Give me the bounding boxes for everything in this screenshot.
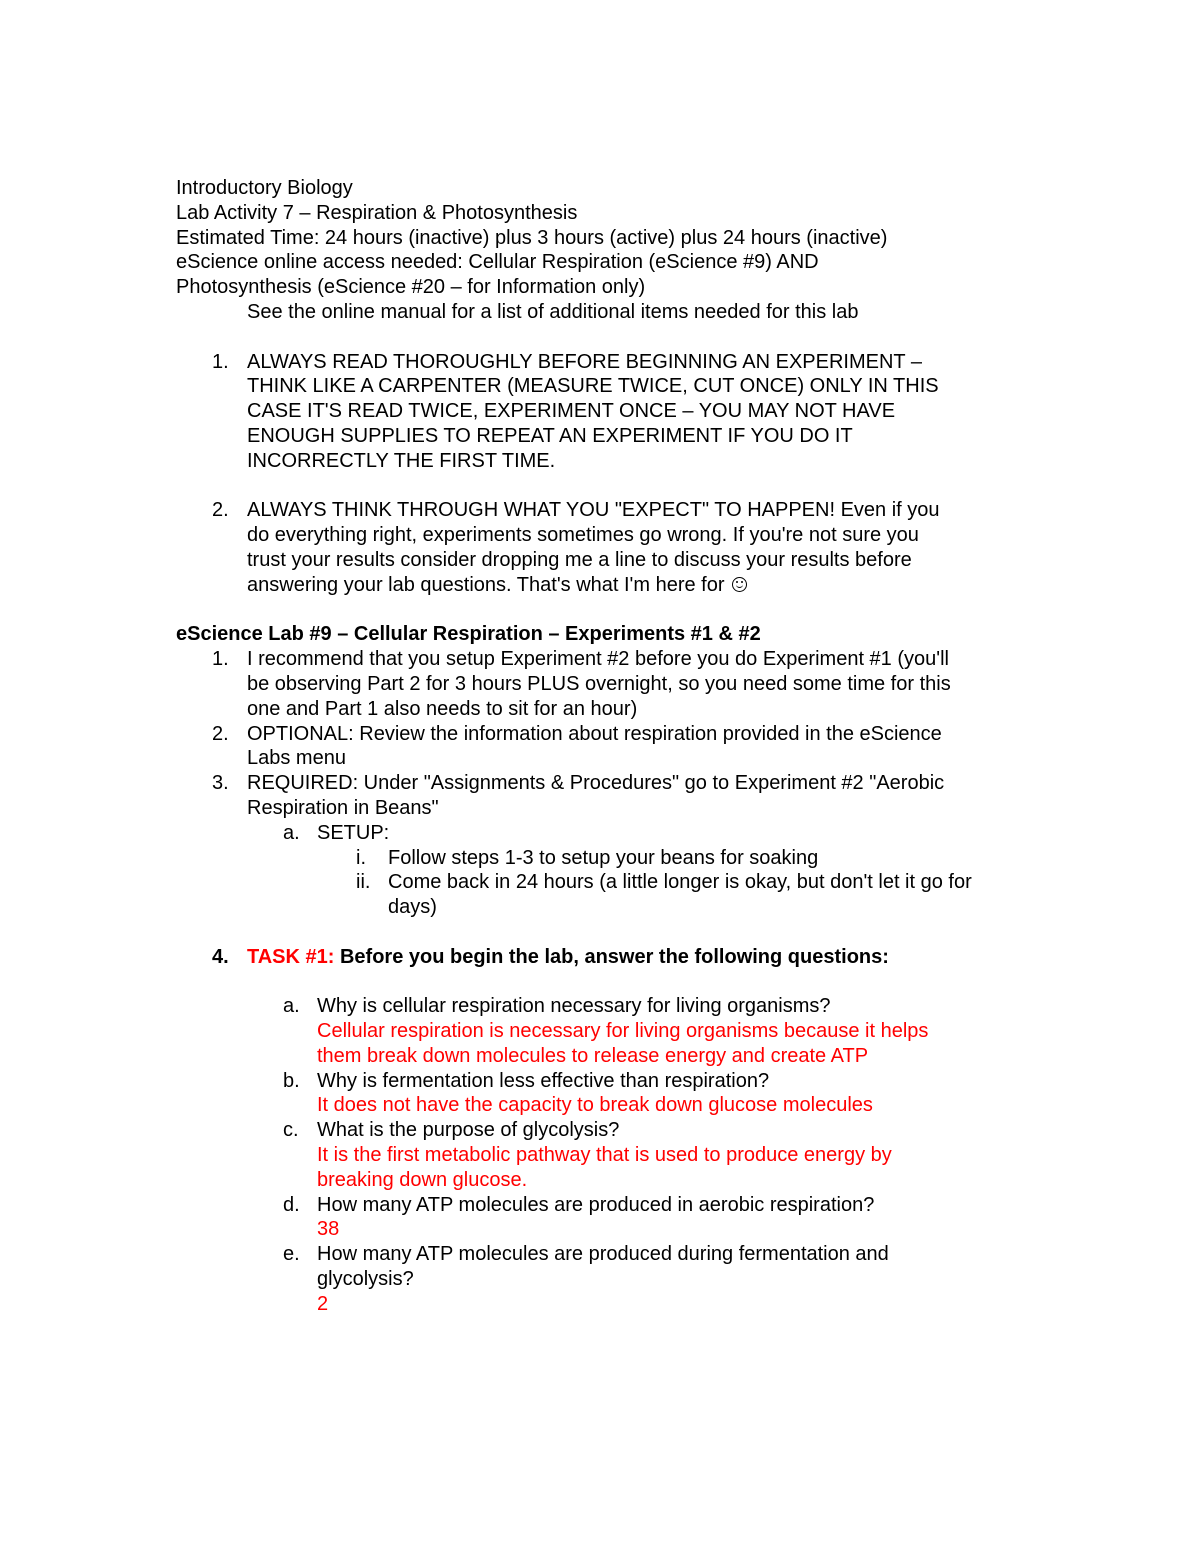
step-line: OPTIONAL: Review the information about respiration provided in the eScience [247,722,942,745]
step-line: one and Part 1 also needs to sit for an hour) [247,697,638,720]
step-line: I recommend that you setup Experiment #2 before you do Experiment #1 (you'll [247,648,949,671]
list-marker: 1. [212,648,229,671]
answer-text: It is the first metabolic pathway that is used to produce energy by [317,1144,892,1167]
question-text: Why is fermentation less effective than respiration? [317,1069,770,1092]
list-marker: ii. [356,871,371,894]
document-page [176,176,1036,1317]
question-text: What is the purpose of glycolysis? [317,1119,620,1142]
answer-text: 2 [317,1292,329,1315]
substep-item-2 [176,870,1036,920]
spacer [176,598,1036,623]
rule-item-2 [176,498,1036,597]
question-text: glycolysis? [317,1268,414,1291]
substep-line: Follow steps 1-3 to setup your beans for soaking [388,846,819,869]
answer-text: It does not have the capacity to break down glucose molecules [317,1094,873,1117]
spacer [176,920,1036,945]
substep-line: days) [388,896,437,919]
question-item-c [176,1118,1036,1192]
rule-line-with-smiley [247,573,1036,598]
step-item-2 [176,722,1036,772]
course-title: Introductory Biology [176,177,353,199]
step-line: REQUIRED: Under "Assignments & Procedures" go to Experiment #2 "Aerobic [247,772,945,795]
list-marker: b. [283,1069,300,1092]
rule-line: ALWAYS READ THOROUGHLY BEFORE BEGINNING AN EXPERIMENT – [247,350,922,373]
rule-item-1 [176,350,1036,474]
question-item-b [176,1069,1036,1119]
question-text: Why is cellular respiration necessary for living organisms? [317,995,831,1018]
rule-line: do everything right, experiments sometimes go wrong. If you're not sure you [247,524,919,547]
rule-line: ENOUGH SUPPLIES TO REPEAT AN EXPERIMENT IF YOU DO IT [247,424,853,447]
task-heading [247,945,1036,970]
question-text: How many ATP molecules are produced in aerobic respiration? [317,1193,875,1216]
list-marker: d. [283,1193,300,1216]
spacer [176,970,1036,995]
list-marker: e. [283,1243,300,1266]
list-marker: 2. [212,499,229,522]
task-instruction: Before you begin the lab, answer the following questions: [334,945,889,968]
question-item-a [176,994,1036,1068]
step-line: Respiration in Beans" [247,796,439,819]
list-marker: 3. [212,772,229,795]
substep-line: Come back in 24 hours (a little longer is okay, but don't let it go for [388,871,972,894]
spacer [176,325,1036,350]
setup-label: SETUP: [317,821,390,844]
rule-line: ALWAYS THINK THROUGH WHAT YOU "EXPECT" TO HAPPEN! Even if you [247,499,940,522]
setup-item [176,821,1036,846]
list-marker: a. [283,995,300,1018]
step-item-3 [176,771,1036,821]
access-line-2: Photosynthesis (eScience #20 – for Information only) [176,276,646,299]
question-item-d [176,1193,1036,1243]
access-line-1: eScience online access needed: Cellular Respiration (eScience #9) AND [176,251,819,274]
list-marker: a. [283,821,300,844]
manual-note: See the online manual for a list of additional items needed for this lab [247,300,859,323]
rule-line: INCORRECTLY THE FIRST TIME. [247,449,556,472]
step-line: Labs menu [247,747,346,770]
step-item-1 [176,647,1036,721]
step-line: be observing Part 2 for 3 hours PLUS overnight, so you need some time for this [247,672,951,695]
task-label: TASK #1: [247,945,335,968]
list-marker: 4. [212,945,229,968]
activity-title: Lab Activity 7 – Respiration & Photosynthesis [176,201,578,224]
list-marker: i. [356,846,366,869]
task-item [176,945,1036,970]
question-text: How many ATP molecules are produced during fermentation and [317,1243,889,1266]
section-title: eScience Lab #9 – Cellular Respiration – Experiments #1 & #2 [176,623,761,646]
spacer [176,474,1036,499]
substep-item-1 [176,846,1036,871]
rule-line: THINK LIKE A CARPENTER (MEASURE TWICE, CUT ONCE) ONLY IN THIS [247,375,939,398]
answer-text: Cellular respiration is necessary for living organisms because it helps [317,1020,929,1043]
rule-line: CASE IT'S READ TWICE, EXPERIMENT ONCE – YOU MAY NOT HAVE [247,400,896,423]
smiley-icon [732,577,747,592]
rule-line: trust your results consider dropping me a line to discuss your results before [247,548,912,571]
answer-text: 38 [317,1218,340,1241]
answer-text: them break down molecules to release energy and create ATP [317,1044,869,1067]
list-marker: 1. [212,350,229,373]
rule-line-text: answering your lab questions. That's what I'm here for [247,573,725,596]
answer-text: breaking down glucose. [317,1168,528,1191]
list-marker: 2. [212,722,229,745]
list-marker: c. [283,1119,299,1142]
question-item-e [176,1242,1036,1316]
estimated-time: Estimated Time: 24 hours (inactive) plus 3 hours (active) plus 24 hours (inactive) [176,226,888,249]
